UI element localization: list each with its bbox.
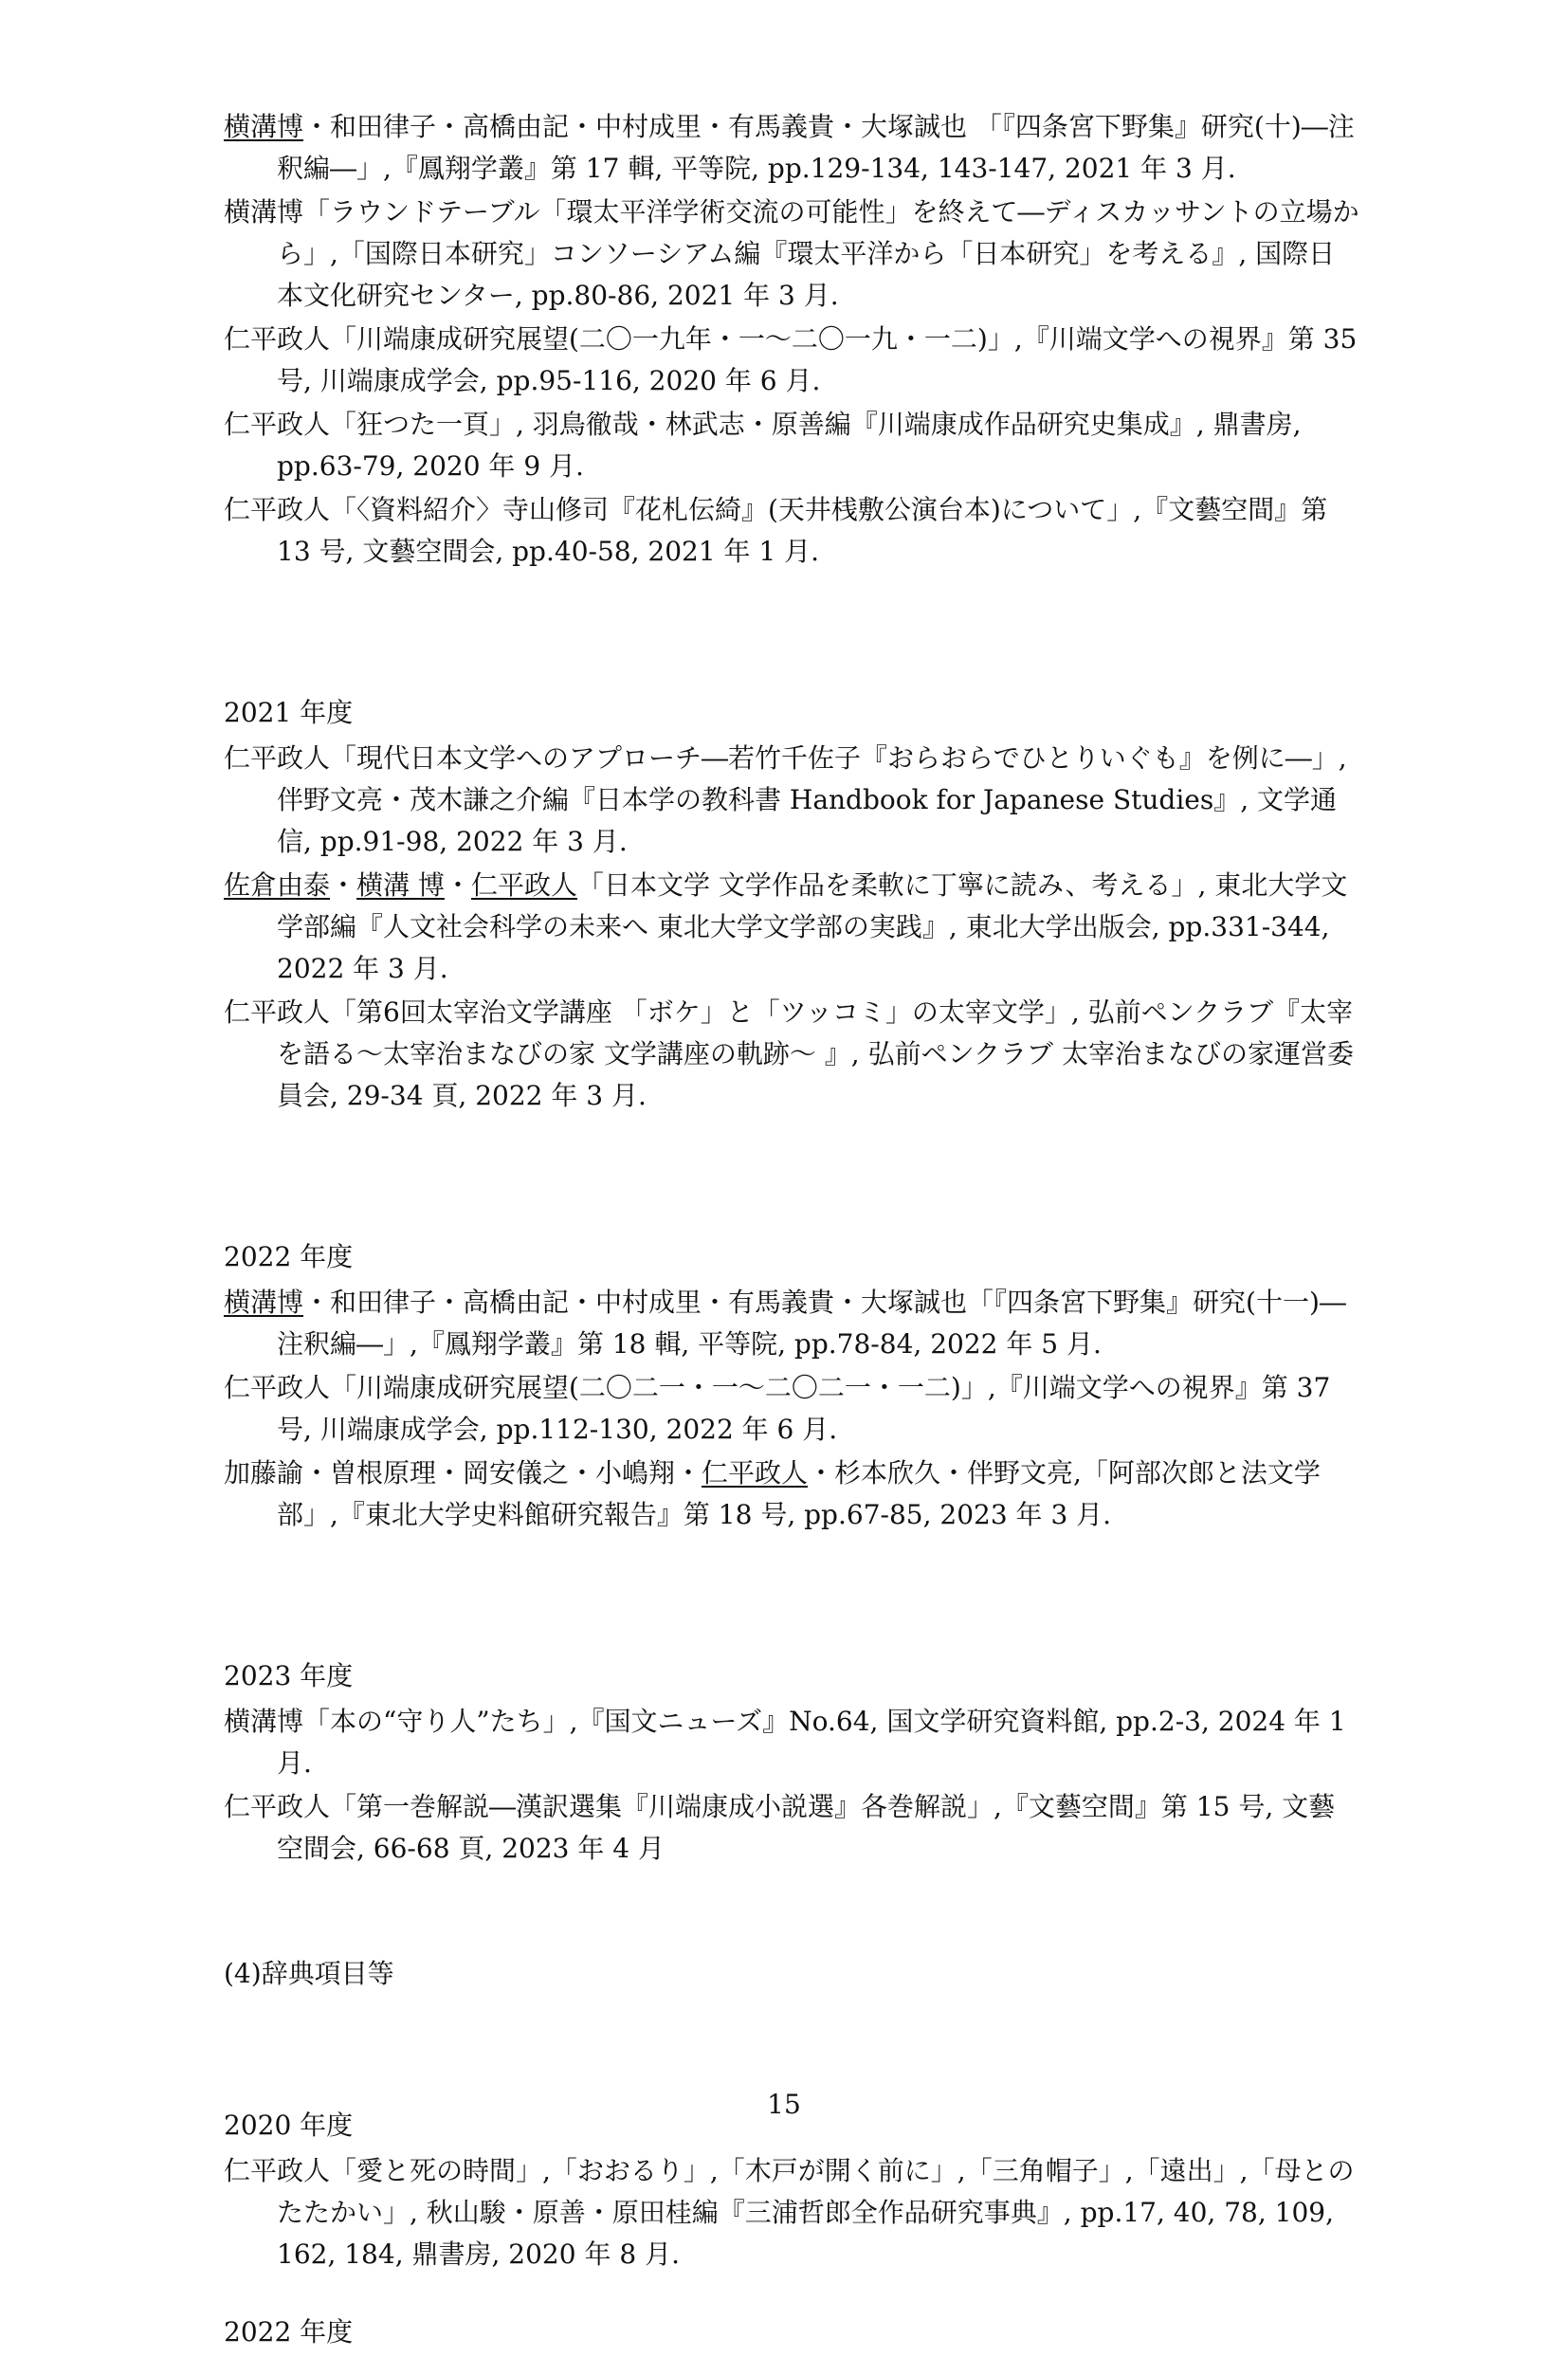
reference-entry [224, 192, 1361, 317]
entry-text: ・和田律子・高橋由記・中村成里・有馬義貴・大塚誠也「『四条宮下野集』研究(十一)―注釈編―」,『鳳翔学叢』第 18 輯, 平等院, pp.78-84, 2022 年 5 月. [277, 1287, 1346, 1360]
entry-text: 横溝博「ラウンドテーブル「環太平洋学術交流の可能性」を終えて―ディスカッサントの立場から」,「国際日本研究」コンソーシアム編『環太平洋から「日本研究」を考える』, 国際日本文化研究センター, pp.80-86, 2021 年 3 月. [224, 196, 1359, 311]
reference-entry [224, 865, 1361, 990]
year-heading: 2020 年度 [224, 2110, 354, 2141]
reference-entry [224, 1282, 1361, 1365]
separator: ・ [330, 869, 357, 901]
section-continued [224, 106, 1361, 573]
year-heading: 2021 年度 [224, 697, 354, 728]
section-2021 [224, 692, 1361, 1117]
spacer [224, 1872, 1361, 1953]
entry-text: 「日本文学 文学作品を柔軟に丁寧に読み、考える」, 東北大学文学部編『人文社会科学の未来へ 東北大学文学部の実践』, 東北大学出版会, pp.331-344, 2022 年 3 月. [277, 869, 1348, 984]
separator: ・ [444, 869, 471, 901]
section-2023 [224, 1655, 1361, 1870]
section-2020 [224, 2105, 1361, 2275]
author-underlined: 仁平政人 [702, 1457, 809, 1489]
entry-text: 仁平政人「現代日本文学へのアプローチ―若竹千佐子『おらおらでひとりいぐも』を例に―」, 伴野文亮・茂木謙之介編『日本学の教科書 Handbook for Japanese Studies』, 文学通信, pp.91-98, 2022 年 3 月. [224, 742, 1347, 857]
reference-entry [224, 1786, 1361, 1870]
entry-text: 仁平政人「第一巻解説―漢訳選集『川端康成小説選』各巻解説」,『文藝空間』第 15 号, 文藝空間会, 66-68 頁, 2023 年 4 月 [224, 1791, 1336, 1864]
reference-entry [224, 992, 1361, 1117]
spacer [224, 575, 1361, 692]
entry-text: 仁平政人「第6回太宰治文学講座 「ボケ」と「ツッコミ」の太宰文学」, 弘前ペンクラブ『太宰を語る〜太宰治まなびの家 文学講座の軌跡〜 』, 弘前ペンクラブ 太宰治まなびの家運営委員会, 29-34 頁, 2022 年 3 月. [224, 996, 1354, 1111]
reference-entry [224, 319, 1361, 402]
entry-text: 仁平政人「川端康成研究展望(二〇二一・一〜二〇二一・一二)」,『川端文学への視界』第 37 号, 川端康成学会, pp.112-130, 2022 年 6 月. [224, 1372, 1331, 1445]
spacer [224, 1538, 1361, 1655]
reference-entry [224, 1701, 1361, 1784]
entry-text: 仁平政人「〈資料紹介〉寺山修司『花札伝綺』(天井桟敷公演台本)について」,『文藝空間』第 13 号, 文藝空間会, pp.40-58, 2021 年 1 月. [224, 494, 1328, 567]
entry-text: ・和田律子・高橋由記・中村成里・有馬義貴・大塚誠也 「『四条宮下野集』研究(十)―注釈編―」,『鳳翔学叢』第 17 輯, 平等院, pp.129-134, 143-147, 2021 年 3 月. [277, 111, 1355, 184]
subsection-heading: (4)辞典項目等 [224, 1958, 394, 1989]
author-underlined: 横溝博 [224, 111, 304, 142]
spacer [224, 1119, 1361, 1236]
section-2022 [224, 1236, 1361, 1536]
year-heading: 2023 年度 [224, 1660, 354, 1691]
entry-text: 加藤諭・曽根原理・岡安儀之・小嶋翔・ [224, 1457, 702, 1489]
entry-text: 仁平政人「狂つた一頁」, 羽鳥徹哉・林武志・原善編『川端康成作品研究史集成』, 鼎書房, pp.63-79, 2020 年 9 月. [224, 409, 1302, 482]
entry-text: ・杉本欣久・伴野文亮,「阿部次郎と法文学部」,『東北大学史料館研究報告』第 18 号, pp.67-85, 2023 年 3 月. [277, 1457, 1321, 1530]
year-heading: 2022 年度 [224, 1241, 354, 1272]
entry-text: 仁平政人「川端康成研究展望(二〇一九年・一〜二〇一九・一二)」,『川端文学への視界』第 35 号, 川端康成学会, pp.95-116, 2020 年 6 月. [224, 323, 1358, 396]
page-number: 15 [767, 2089, 801, 2120]
author-underlined: 横溝 博 [356, 869, 445, 901]
entry-text: 仁平政人「愛と死の時間」,「おおるり」,「木戸が開く前に」,「三角帽子」,「遠出」,「母とのたたかい」, 秋山駿・原善・原田桂編『三浦哲郎全作品研究事典』, pp.17, 40, 78, 109, 162, 184, 鼎書房, 2020 年 8 月. [224, 2155, 1355, 2270]
year-heading: 2022 年度 [224, 2316, 354, 2348]
reference-entry [224, 2150, 1361, 2275]
reference-entry [224, 106, 1361, 190]
author-underlined: 横溝博 [224, 1287, 304, 1318]
section-2022-dictionary [224, 2311, 1361, 2353]
spacer [224, 2277, 1361, 2311]
section-dictionary-items [224, 1953, 1361, 1995]
reference-entry [224, 1367, 1361, 1451]
author-underlined: 仁平政人 [470, 869, 577, 901]
reference-entry [224, 1453, 1361, 1536]
document-body [224, 106, 1361, 2357]
entry-text: 横溝博「本の“守り人”たち」,『国文ニューズ』No.64, 国文学研究資料館, pp.2-3, 2024 年 1 月. [224, 1706, 1346, 1779]
reference-entry [224, 404, 1361, 487]
reference-entry [224, 489, 1361, 573]
author-underlined: 佐倉由泰 [224, 869, 331, 901]
reference-entry [224, 738, 1361, 863]
